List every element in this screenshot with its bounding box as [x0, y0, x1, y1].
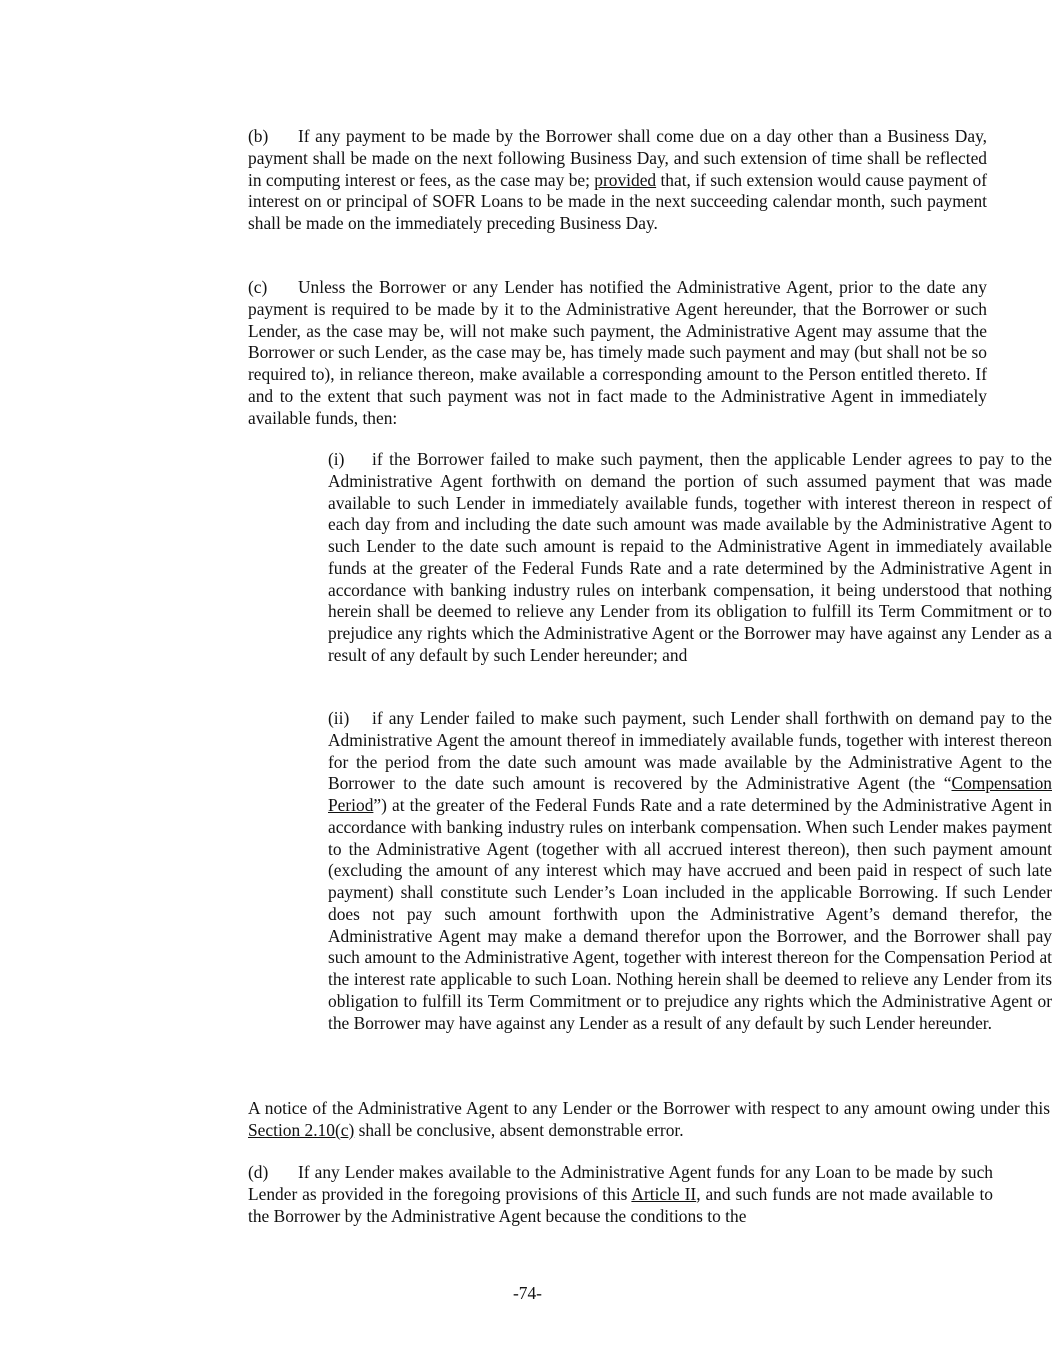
subparagraph-i — [202, 449, 1052, 667]
paragraph-d — [187, 1162, 993, 1227]
paragraph-b-provided: provided — [594, 169, 657, 190]
notice-text-1: A notice of the Administrative Agent to any Lender or the Borrower with respect to any amount owing under this — [248, 1098, 1050, 1118]
paragraph-d-text-2: , and such funds are not made available to the Borrower by the Administrative Agent because the conditions to the — [248, 1183, 993, 1226]
paragraph-d-text-1: If any Lender makes available to the Administrative Agent funds for any Loan to be made by such Lender as provided in the foregoing provisions of this — [248, 1162, 993, 1204]
section-reference: Section 2.10(c) — [248, 1119, 355, 1140]
paragraph-b-text-1: If any payment to be made by the Borrower shall come due on a day other than a Business Day, payment shall be made on the next following Business Day, and such extension of time shall be reflected in computing interest or fees, as the case may be; — [248, 126, 987, 190]
paragraph-b-label: (b) — [248, 126, 269, 146]
paragraph-b — [187, 126, 987, 235]
subparagraph-ii-text-1: if any Lender failed to make such payment, such Lender shall forthwith on demand pay to the Administrative Agent the amount thereof in immediately available funds, together with interest thereon for the period from the date such amount was made available by the Administrative Agent to the Borrower to the date such amount is recovered by the Administrative Agent (the “ — [328, 708, 1052, 794]
compensation-period-term: Compensation Period — [328, 773, 1052, 815]
paragraph-c-label: (c) — [248, 277, 268, 297]
article-reference: Article II — [631, 1183, 697, 1204]
paragraph-b-text-2: that, if such extension would cause payment of interest on or principal of SOFR Loans to be made in the next succeeding calendar month, such payment shall be made on the immediately preceding Business Day. — [248, 169, 987, 233]
subparagraph-ii-label: (ii) — [328, 708, 350, 728]
subparagraph-i-text: if the Borrower failed to make such payment, then the applicable Lender agrees to pay to the Administrative Agent forthwith on demand the portion of such assumed payment that was made available to such Lender in immediately available funds, together with interest thereon in respect of each day from and including the date such amount was made available by the Administrative Agent to such Lender to the date such amount is repaid to the Administrative Agent in immediately available funds at the greater of the Federal Funds Rate and a rate determined by the Administrative Agent in accordance with banking industry rules on interbank compensation, it being understood that nothing herein shall be deemed to relieve any Lender from its obligation to fulfill its Term Commitment or to prejudice any rights which the Administrative Agent or the Borrower may have against any Lender as a result of any default by such Lender hereunder; and — [328, 449, 1052, 665]
paragraph-d-label: (d) — [248, 1162, 269, 1182]
notice-paragraph — [124, 1098, 1050, 1142]
paragraph-c-text: Unless the Borrower or any Lender has notified the Administrative Agent, prior to the date any payment is required to be made by it to the Administrative Agent hereunder, that the Borrower or such Lender, as the case may be, will not make such payment, the Administrative Agent may assume that the Borrower or such Lender, as the case may be, has timely made such payment and may (but shall not be so required to), in reliance thereon, make available a corresponding amount to the Person entitled thereto. If and to the extent that such payment was not in fact made to the Administrative Agent in immediately available funds, then: — [248, 277, 987, 428]
paragraph-c — [187, 277, 987, 429]
notice-text-2: shall be conclusive, absent demonstrable error. — [354, 1119, 684, 1140]
page-number: -74- — [513, 1283, 542, 1303]
subparagraph-i-label: (i) — [328, 449, 345, 469]
subparagraph-ii-text-2: ”) at the greater of the Federal Funds Rate and a rate determined by the Administrative Agent in accordance with banking industry rules on interbank compensation. When such Lender makes payment to the Administrative Agent (together with all accrued interest thereon), then such payment amount (excluding the amount of any interest which may have accrued and been paid in respect of such late payment) shall constitute such Lender’s Loan included in the applicable Borrowing. If such Lender does not pay such amount forthwith upon the Administrative Agent’s demand therefor, the Administrative Agent may make a demand therefor upon the Borrower, and the Borrower shall pay such amount to the Administrative Agent, together with interest thereon for the Compensation Period at the interest rate applicable to such Loan. Nothing herein shall be deemed to relieve any Lender from its obligation to fulfill its Term Commitment or to prejudice any rights which the Administrative Agent or the Borrower may have against any Lender as a result of any default by such Lender hereunder. — [328, 795, 1052, 1033]
subparagraph-ii — [202, 708, 1052, 1034]
